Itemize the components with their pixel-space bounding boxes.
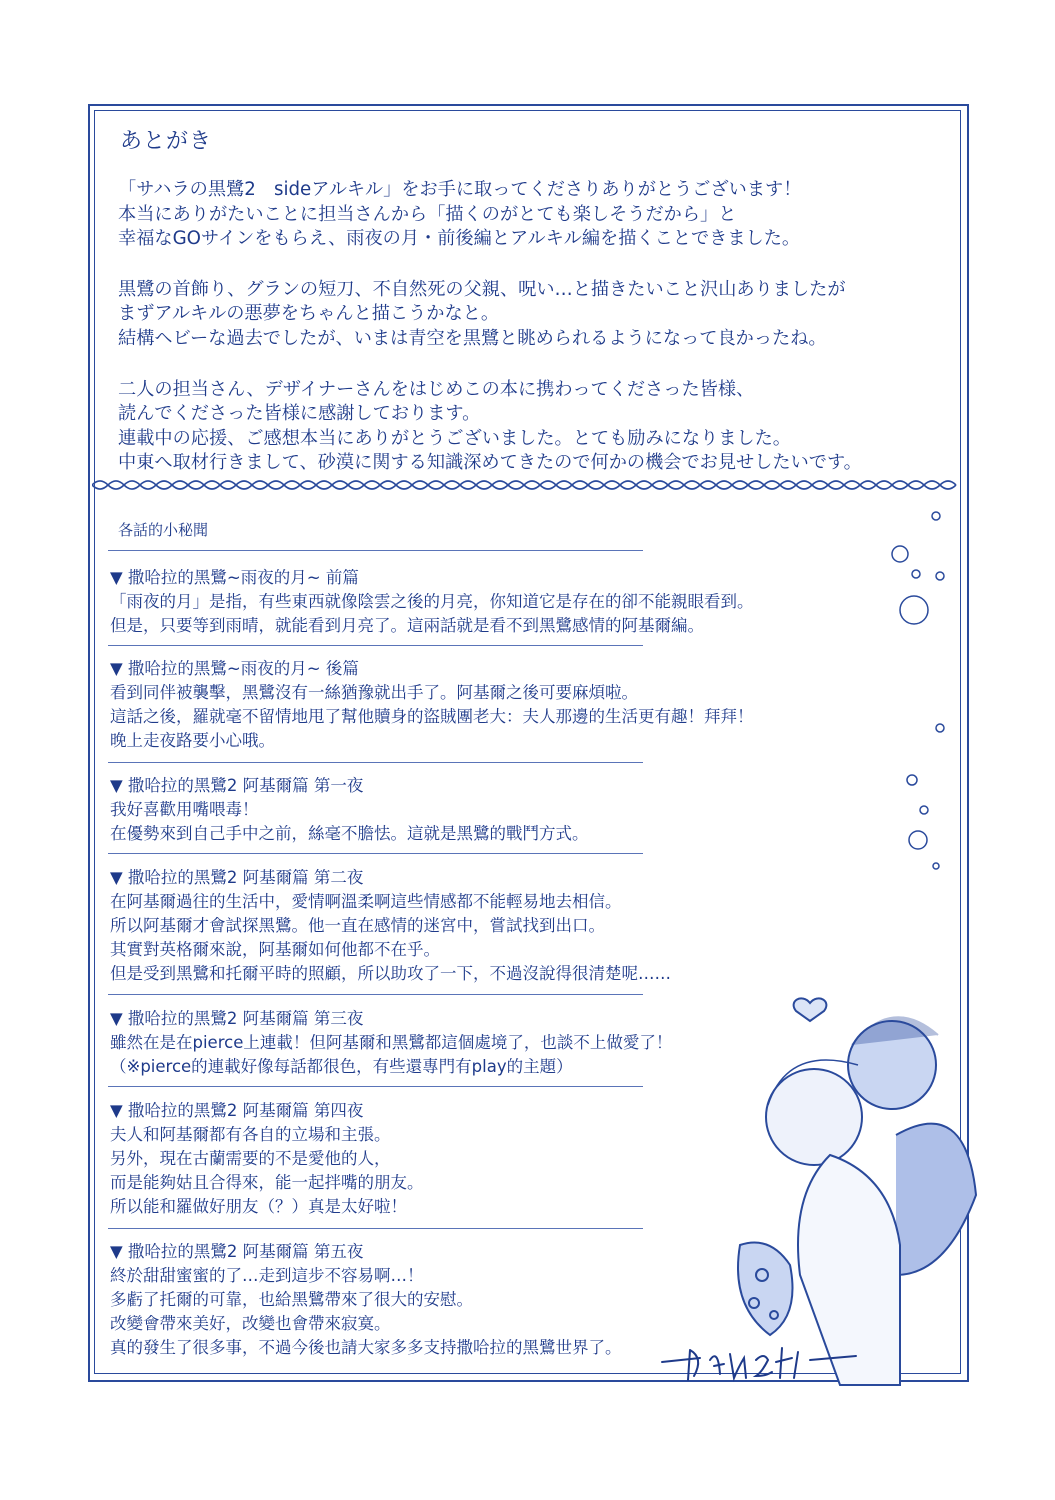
secret-section-line: 多虧了托爾的可靠，也給黑鷺帶來了很大的安慰。 bbox=[110, 1290, 473, 1309]
secrets-heading: 各話的小秘聞 bbox=[118, 521, 209, 539]
secret-section-2 bbox=[110, 657, 810, 753]
afterword-paragraph-2 bbox=[118, 278, 938, 352]
afterword-line: 中東へ取材行きまして、砂漠に関する知識深めてきたので何かの機会でお見せしたいです。 bbox=[118, 452, 862, 474]
secret-section-line: 雖然在是在pierce上連載！但阿基爾和黑鷺都這個處境了，也談不上做愛了！ bbox=[110, 1033, 673, 1052]
secret-section-title: ▼ 撒哈拉的黑鷺2 阿基爾篇 第三夜 bbox=[110, 1009, 364, 1028]
secret-section-4 bbox=[110, 866, 810, 986]
secret-section-line: 在阿基爾過往的生活中，愛情啊溫柔啊這些情感都不能輕易地去相信。 bbox=[110, 892, 622, 911]
secret-section-line: 夫人和阿基爾都有各自的立場和主張。 bbox=[110, 1125, 391, 1144]
ornamental-divider bbox=[92, 476, 962, 494]
afterword-line: まずアルキルの悪夢をちゃんと描こうかなと。 bbox=[118, 303, 500, 325]
afterword-line: 黒鷺の首飾り、グランの短刀、不自然死の父親、呪い…と描きたいこと沢山ありましたが bbox=[118, 278, 846, 300]
secret-section-line: 我好喜歡用嘴喂毒！ bbox=[110, 800, 259, 819]
secret-section-title: ▼ 撒哈拉的黑鷺~雨夜的月~ 前篇 bbox=[110, 568, 359, 587]
afterword-line: 連載中の応援、ご感想本当にありがとうございました。とても励みになりました。 bbox=[118, 427, 791, 449]
afterword-paragraph-3 bbox=[118, 378, 938, 476]
secret-section-line: 但是，只要等到雨晴，就能看到月亮了。這兩話就是看不到黑鷺感情的阿基爾編。 bbox=[110, 616, 704, 635]
section-rule bbox=[108, 1228, 643, 1229]
bubbles-decoration bbox=[870, 500, 960, 900]
author-signature bbox=[660, 1330, 860, 1390]
secret-section-line: 終於甜甜蜜蜜的了…走到這步不容易啊…！ bbox=[110, 1266, 424, 1285]
secret-section-title: ▼ 撒哈拉的黑鷺2 阿基爾篇 第一夜 bbox=[110, 776, 364, 795]
secret-section-line: 在優勢來到自己手中之前，絲毫不膽怯。這就是黑鷺的戰鬥方式。 bbox=[110, 824, 589, 843]
secret-section-line: 但是受到黑鷺和托爾平時的照顧，所以助攻了一下，不過沒說得很清楚呢…… bbox=[110, 964, 671, 983]
secret-section-title: ▼ 撒哈拉的黑鷺2 阿基爾篇 第五夜 bbox=[110, 1242, 364, 1261]
secret-section-6 bbox=[110, 1099, 810, 1219]
afterword-paragraph-1 bbox=[118, 178, 938, 252]
secret-section-line: 晚上走夜路要小心哦。 bbox=[110, 731, 275, 750]
secret-section-line: 而是能夠姑且合得來，能一起拌嘴的朋友。 bbox=[110, 1173, 424, 1192]
secret-section-line: 看到同伴被襲擊，黑鷺沒有一絲猶豫就出手了。阿基爾之後可要麻煩啦。 bbox=[110, 683, 638, 702]
secret-section-3 bbox=[110, 774, 810, 846]
afterword-line: 結構ヘビーな過去でしたが、いまは青空を黒鷺と眺められるようになって良かったね。 bbox=[118, 327, 827, 349]
afterword-line: 幸福なGOサインをもらえ、雨夜の月・前後編とアルキル編を描くことできました。 bbox=[118, 228, 801, 250]
secret-section-line: 改變會帶來美好，改變也會帶來寂寞。 bbox=[110, 1314, 391, 1333]
secret-section-line: 真的發生了很多事，不過今後也請大家多多支持撒哈拉的黑鷺世界了。 bbox=[110, 1338, 622, 1357]
secret-section-line: （※pierce的連載好像每話都很色，有些還專門有play的主題） bbox=[110, 1057, 573, 1076]
section-rule bbox=[108, 645, 643, 646]
afterword-body bbox=[118, 178, 938, 502]
secret-section-line: 其實對英格爾來說，阿基爾如何他都不在乎。 bbox=[110, 940, 440, 959]
afterword-line: 本当にありがたいことに担当さんから「描くのがとても楽しそうだから」と bbox=[118, 203, 737, 225]
section-rule bbox=[108, 762, 643, 763]
secret-section-title: ▼ 撒哈拉的黑鷺~雨夜的月~ 後篇 bbox=[110, 659, 359, 678]
secret-section-title: ▼ 撒哈拉的黑鷺2 阿基爾篇 第二夜 bbox=[110, 868, 364, 887]
section-rule bbox=[108, 1086, 643, 1087]
section-rule bbox=[108, 994, 643, 995]
secret-section-1 bbox=[110, 566, 810, 638]
secret-section-5 bbox=[110, 1007, 810, 1079]
section-rule bbox=[108, 853, 643, 854]
secret-section-line: 所以能和羅做好朋友（？）真是太好啦！ bbox=[110, 1197, 407, 1216]
afterword-title: あとがき bbox=[120, 129, 213, 154]
afterword-line: 二人の担当さん、デザイナーさんをはじめこの本に携わってくださった皆様、 bbox=[118, 378, 755, 400]
section-rule bbox=[108, 550, 643, 551]
secret-section-line: 另外，現在古蘭需要的不是愛他的人， bbox=[110, 1149, 391, 1168]
secret-section-line: 這話之後，羅就毫不留情地甩了幫他贖身的盜賊團老大：夫人那邊的生活更有趣！拜拜！ bbox=[110, 707, 754, 726]
secret-section-line: 所以阿基爾才會試探黑鷺。他一直在感情的迷宮中，嘗試找到出口。 bbox=[110, 916, 605, 935]
afterword-line: 「サハラの黒鷺2 sideアルキル」をお手に取ってくださりありがとうございます！ bbox=[118, 179, 802, 200]
afterword-line: 読んでくださった皆様に感謝しております。 bbox=[118, 403, 481, 425]
secret-section-line: 「雨夜的月」是指，有些東西就像陰雲之後的月亮，你知道它是存在的卻不能親眼看到。 bbox=[110, 592, 754, 611]
secret-section-title: ▼ 撒哈拉的黑鷺2 阿基爾篇 第四夜 bbox=[110, 1101, 364, 1120]
